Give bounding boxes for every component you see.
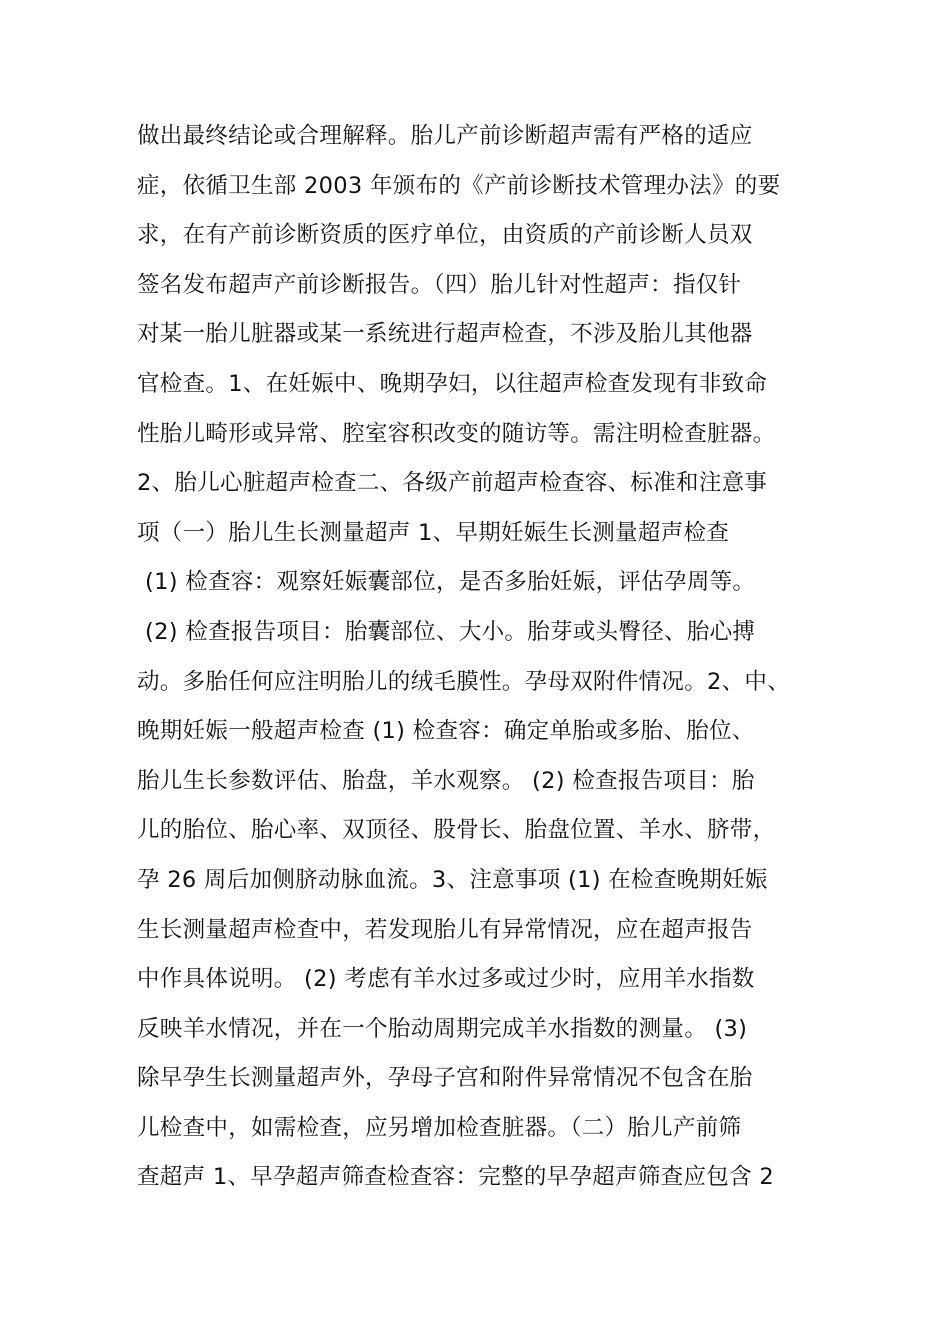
text-line: 动。多胎任何应注明胎儿的绒毛膜性。孕母双附件情况。2、中、 <box>137 668 791 695</box>
text-line: 官检查。1、在妊娠中、晚期孕妇，以往超声检查发现有非致命 <box>137 370 768 397</box>
text-line: 做出最终结论或合理解释。胎儿产前诊断超声需有严格的适应 <box>137 123 753 149</box>
text-line: 2、胎儿心脏超声检查二、各级产前超声检查容、标准和注意事 <box>137 470 768 497</box>
text-line: 性胎儿畸形或异常、腔室容积改变的随访等。需注明检查脏器。 <box>137 420 776 447</box>
text-line: 症，依循卫生部 2003 年颁布的《产前诊断技术管理办法》的要 <box>137 172 781 199</box>
text-line: 中作具体说明。 (2) 考虑有羊水过多或过少时，应用羊水指数 <box>137 966 755 993</box>
text-line: 孕 26 周后加侧脐动脉血流。3、注意事项 (1) 在检查晚期妊娠 <box>137 866 768 893</box>
text-line: 对某一胎儿脏器或某一系统进行超声检查，不涉及胎儿其他器 <box>137 321 753 348</box>
text-line: 项（一）胎儿生长测量超声 1、早期妊娠生长测量超声检查 <box>137 519 730 546</box>
text-line: 查超声 1、早孕超声筛查检查容：完整的早孕超声筛查应包含 2 <box>137 1164 774 1191</box>
text-line: 反映羊水情况，并在一个胎动周期完成羊水指数的测量。 (3) <box>137 1015 748 1042</box>
text-line: 儿检查中，如需检查，应另增加检查脏器。（二）胎儿产前筛 <box>137 1114 742 1141</box>
text-line: 儿的胎位、胎心率、双顶径、股骨长、胎盘位置、羊水、脐带， <box>137 817 776 844</box>
body-text <box>137 112 837 1203</box>
text-line: (1) 检查容：观察妊娠囊部位，是否多胎妊娠，评估孕周等。 <box>145 569 756 596</box>
text-line: 求，在有产前诊断资质的医疗单位，由资质的产前诊断人员双 <box>137 222 753 249</box>
text-line: 生长测量超声检查中，若发现胎儿有异常情况，应在超声报告 <box>137 916 753 943</box>
text-line: 签名发布超声产前诊断报告。（四）胎儿针对性超声：指仅针 <box>137 271 742 298</box>
text-line: (2) 检查报告项目：胎囊部位、大小。胎芽或头臀径、胎心搏 <box>145 618 756 645</box>
text-line: 胎儿生长参数评估、胎盘，羊水观察。 (2) 检查报告项目：胎 <box>137 767 755 794</box>
text-line: 除早孕生长测量超声外，孕母子宫和附件异常情况不包含在胎 <box>137 1065 753 1092</box>
text-line: 晚期妊娠一般超声检查 (1) 检查容：确定单胎或多胎、胎位、 <box>137 718 755 745</box>
